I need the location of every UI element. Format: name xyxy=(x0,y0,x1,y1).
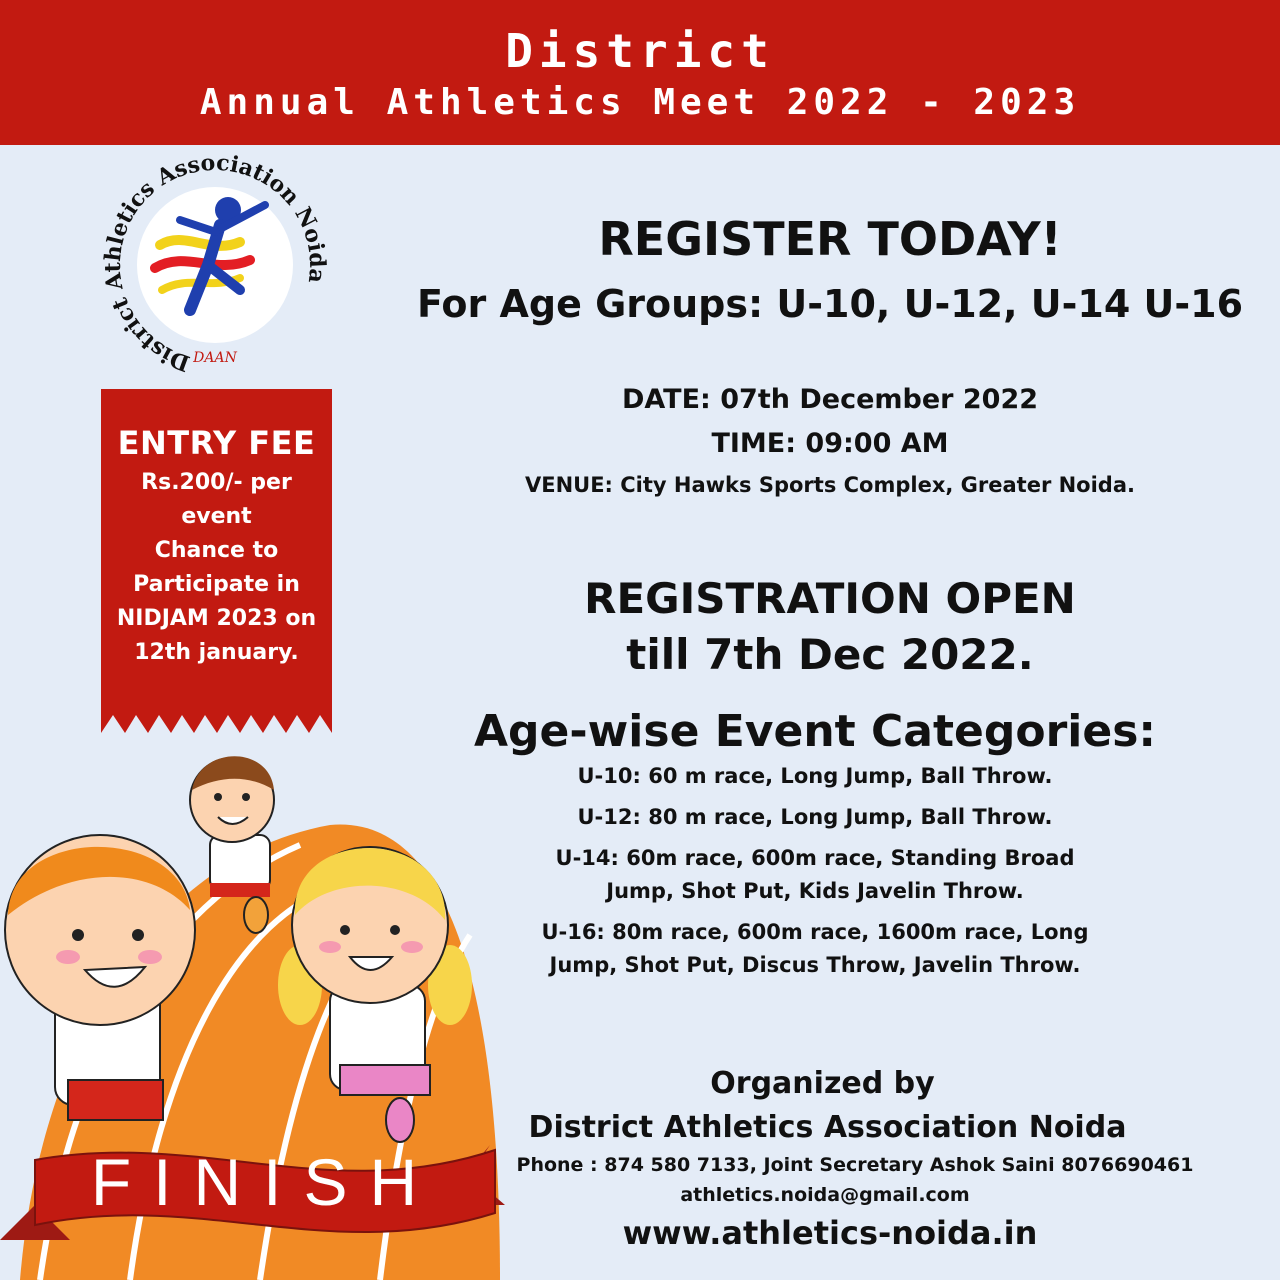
organizer-email[interactable]: athletics.noida@gmail.com xyxy=(680,1184,970,1206)
logo-abbr: DAAN xyxy=(193,350,237,366)
categories-list xyxy=(530,760,1100,990)
kids-running-illustration xyxy=(0,735,510,1280)
daan-logo xyxy=(100,150,330,380)
header-title-line1: District xyxy=(505,24,775,78)
organizer-phone: Phone : 874 580 7133, Joint Secretary Ashok Saini 8076690461 xyxy=(516,1154,1194,1176)
entry-fee-title: ENTRY FEE xyxy=(117,424,316,462)
category-item-u12: U-12: 80 m race, Long Jump, Ball Throw. xyxy=(577,805,1053,829)
category-item-u14: U-14: 60m race, 600m race, Standing Broad Jump, Shot Put, Kids Javelin Throw. xyxy=(555,846,1075,903)
entry-fee-line: Chance to Participate in NIDJAM 2023 on 12th january. xyxy=(116,538,317,665)
event-time: TIME: 09:00 AM xyxy=(711,428,949,459)
register-today-title: REGISTER TODAY! xyxy=(598,212,1062,266)
finish-text: FINISH xyxy=(90,1145,440,1219)
organizer-website-link[interactable]: www.athletics-noida.in xyxy=(622,1214,1038,1252)
entry-fee-line: Rs.200/- per event xyxy=(141,470,292,529)
event-venue: VENUE: City Hawks Sports Complex, Greater Noida. xyxy=(524,473,1135,497)
entry-fee-content xyxy=(101,420,332,670)
categories-title: Age-wise Event Categories: xyxy=(474,706,1156,757)
registration-open-line2: till 7th Dec 2022. xyxy=(626,630,1034,679)
organized-by-label: Organized by xyxy=(710,1066,935,1101)
logo-ring-text: District Athletics Association Noida xyxy=(100,150,330,377)
header-title-line2: Annual Athletics Meet 2022 - 2023 xyxy=(199,82,1081,123)
registration-open-line1: REGISTRATION OPEN xyxy=(584,574,1076,623)
organizer-name: District Athletics Association Noida xyxy=(528,1110,1127,1145)
category-item-u10: U-10: 60 m race, Long Jump, Ball Throw. xyxy=(577,764,1053,788)
event-date: DATE: 07th December 2022 xyxy=(621,384,1039,415)
category-item-u16: U-16: 80m race, 600m race, 1600m race, Long Jump, Shot Put, Discus Throw, Javelin Throw. xyxy=(541,920,1089,977)
age-groups-line: For Age Groups: U-10, U-12, U-14 U-16 xyxy=(416,282,1244,326)
header-banner xyxy=(0,0,1280,145)
